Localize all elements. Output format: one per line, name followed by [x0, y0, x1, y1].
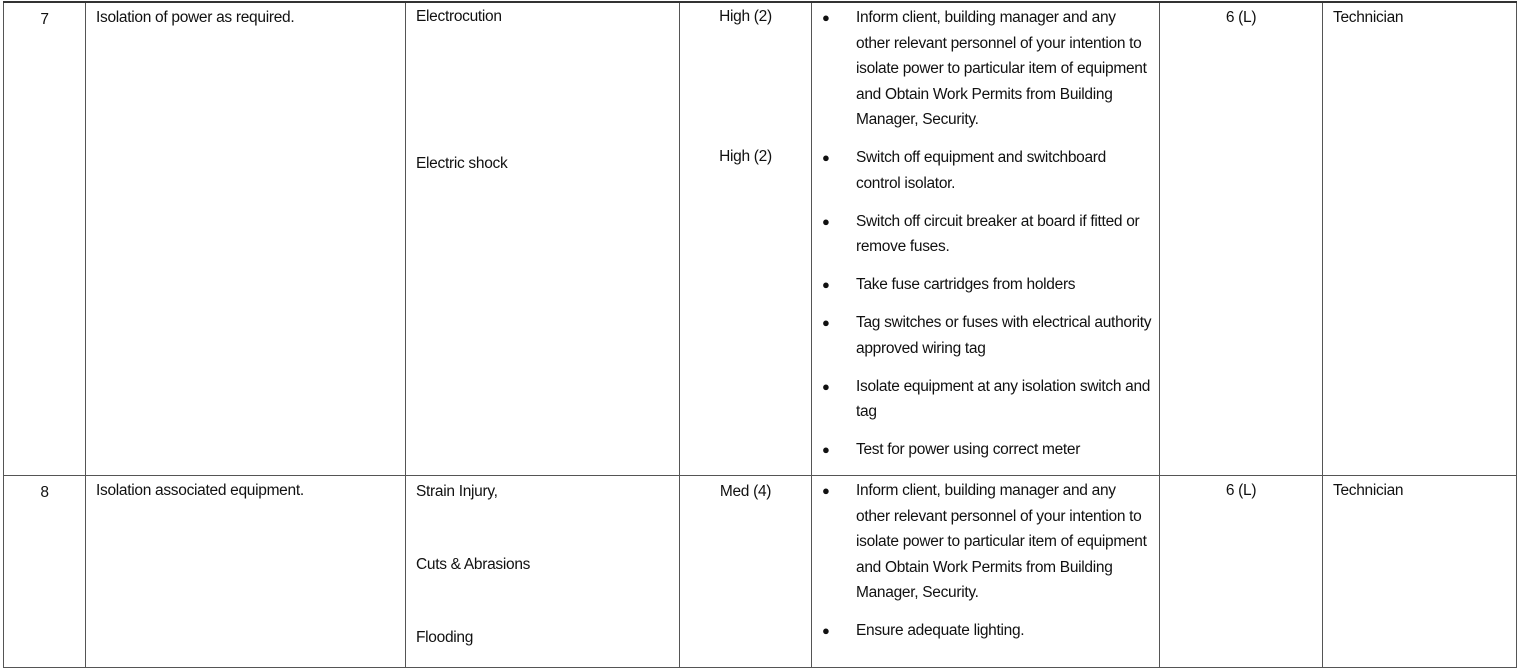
control-item: ● Switch off equipment and switchboard control isolator. [812, 145, 1159, 196]
risk-cell [680, 2, 812, 476]
control-item: ● Take fuse cartridges from holders [812, 272, 1159, 298]
bullet-icon: ● [822, 442, 830, 457]
control-item: ● Inform client, building manager and any other relevant personnel of your intention to isolate power to particular item of equipment and Obtain Work Permits from Building Manager, Security. [812, 5, 1159, 133]
responsible-person: Technician [1323, 476, 1517, 668]
risk-level: High (2) [719, 148, 772, 165]
risk-level: Med (4) [719, 483, 772, 500]
control-item: ● Inform client, building manager and any other relevant personnel of your intention to isolate power to particular item of equipment and Obtain Work Permits from Building Manager, Security. [812, 478, 1159, 606]
hazards-cell [406, 2, 680, 476]
table-row [4, 2, 1517, 476]
bullet-icon: ● [822, 483, 830, 498]
bullet-icon: ● [822, 213, 830, 229]
risk-assessment-table [3, 1, 1517, 668]
bullet-icon: ● [822, 623, 830, 638]
residual-rating: 6 (L) [1160, 2, 1323, 476]
hazard: Electric shock [416, 155, 508, 172]
control-item: ● Test for power using correct meter [812, 437, 1159, 463]
bullet-icon: ● [822, 10, 830, 25]
control-item: ● Isolate equipment at any isolation switch and tag [812, 374, 1159, 425]
bullet-icon: ● [822, 277, 830, 292]
task-description: Isolation associated equipment. [86, 476, 406, 668]
risk-level: High (2) [719, 8, 772, 25]
controls-cell [812, 2, 1160, 476]
control-item: ● Switch off circuit breaker at board if fitted or remove fuses. [812, 209, 1159, 260]
bullet-icon: ● [822, 315, 830, 330]
hazard: Strain Injury, [416, 483, 498, 500]
step-number: 8 [4, 476, 86, 668]
task-description: Isolation of power as required. [86, 2, 406, 476]
table-row [4, 476, 1517, 668]
bullet-icon: ● [822, 150, 830, 165]
control-item: ● Tag switches or fuses with electrical authority approved wiring tag [812, 310, 1159, 361]
hazard: Cuts & Abrasions [416, 556, 531, 573]
hazard: Flooding [416, 629, 474, 646]
hazard: Electrocution [416, 8, 502, 25]
residual-rating: 6 (L) [1160, 476, 1323, 668]
step-number: 7 [4, 2, 86, 476]
responsible-person: Technician [1323, 2, 1517, 476]
bullet-icon: ● [822, 378, 830, 394]
controls-cell [812, 476, 1160, 668]
risk-cell [680, 476, 812, 668]
hazards-cell [406, 476, 680, 668]
control-item: ● Ensure adequate lighting. [812, 618, 1159, 644]
